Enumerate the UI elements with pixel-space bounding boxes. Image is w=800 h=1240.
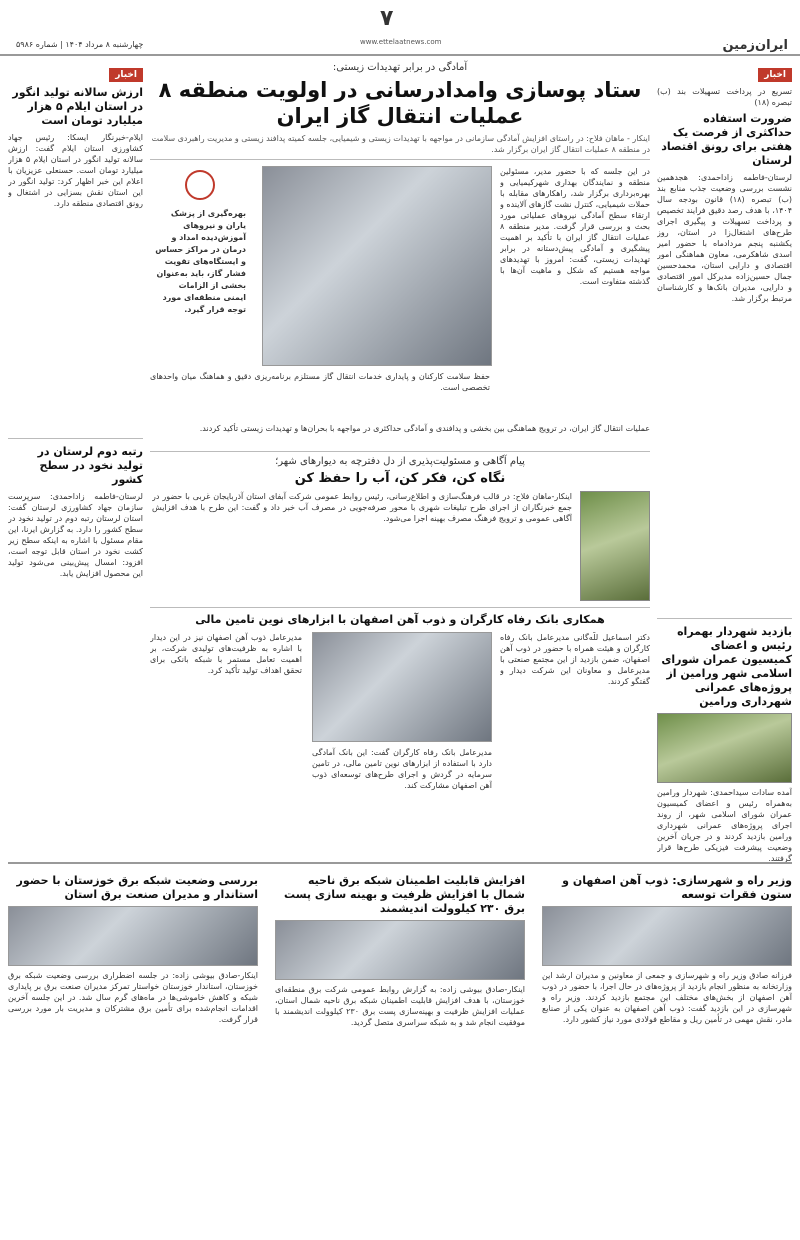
right-headline-1: ضرورت استفاده حداکثری از فرصت یک هفتی برای رونق اقتصاد لرستان bbox=[661, 112, 792, 167]
masthead bbox=[0, 0, 800, 56]
bank-headline: همکاری بانک رفاه کارگران و ذوب آهن اصفهان با ابزارهای نوین تامین مالی bbox=[195, 613, 605, 626]
main-headline: ستاد پوسازی وامدادرسانی در اولویت منطقه ۸ عملیات انتقال گاز ایران bbox=[158, 78, 642, 128]
gas-company-logo-icon bbox=[185, 170, 215, 200]
meeting-photo bbox=[262, 166, 492, 366]
bottom-band bbox=[8, 862, 792, 1232]
bank-meeting-photo bbox=[312, 632, 492, 742]
left-column bbox=[8, 62, 143, 871]
bottom-body-3: اینکار-صادق بیوشی زاده: در جلسه اضطراری بررسی وضعیت شبکه برق خوزستان، استاندار خوزستان خواستار تمرکز مدیران صنعت برق بر پایداری شبکه و کاهش خاموشی‌ها در ماه‌های گرم سال شد. در این جلسه آخرین اقدامات انجام‌شده برای تأمین برق مشترکان و مدیریت بار مورد بررسی قرار گرفت. bbox=[8, 971, 258, 1024]
water-body: اینکار-ماهان فلاح: در قالب فرهنگ‌سازی و اطلاع‌رسانی، رئیس روابط عمومی شرکت آبفای استان آذربایجان غربی با حضور در جمع خبرنگاران از اجرای طرح تبلیغات شهری با محور صرفه‌جویی در مصرف آب خبر داد و گفت: این طرح با هدف افزایش آگاهی عمومی و ترویج فرهنگ مصرف بهینه اجرا می‌شود. bbox=[152, 492, 572, 523]
left-headline-1: ارزش سالانه تولید انگور در استان ایلام ۵ هزار میلیارد تومان است bbox=[12, 86, 143, 127]
water-story bbox=[150, 451, 650, 603]
water-kicker: پیام آگاهی و مسئولیت‌پذیری از دل دفترچه به دیوارهای شهر؛ bbox=[275, 456, 525, 467]
center-area bbox=[150, 62, 650, 832]
main-lead: اینکار - ماهان فلاح: در راستای افزایش آمادگی سازمانی در مواجهه با تهدیدات زیستی و شیمیایی، جلسه کمیته پدافند زیستی و مدیریت راهبردی سلامت در منطقه ۸ عملیات انتقال گاز ایران برگزار شد. bbox=[150, 133, 650, 160]
divider bbox=[8, 438, 143, 439]
main-kicker: آمادگی در برابر تهدیدات زیستی: bbox=[332, 62, 468, 73]
substation-photo bbox=[275, 920, 525, 980]
main-quote: بهره‌گیری از پزشک یاران و نیروهای آموزش‌دیده امداد و درمان در مراکز حساس و ایستگاه‌های تقویت فشار گاز، باید به‌عنوان بخشی از الزامات ایمنی منطقه‌ای مورد توجه قرار گیرد. bbox=[150, 204, 250, 320]
water-headline: نگاه کن، فکر کن، آب را حفظ کن bbox=[294, 471, 506, 486]
divider bbox=[657, 618, 792, 619]
bank-body-2: مدیرعامل بانک رفاه کارگران گفت: این بانک آمادگی دارد با استفاده از ابزارهای نوین تامین مالی، در تامین سرمایه در گردش و اجرای طرح‌های توسعه‌ای ذوب آهن اصفهان مشارکت کند. bbox=[312, 748, 492, 790]
bottom-column-3 bbox=[8, 870, 258, 1230]
left-body-1: ایلام-خبرنگار ایسکا: رئیس جهاد کشاورزی استان ایلام گفت: ارزش سالانه تولید انگور در استان ایلام ۵ هزار میلیارد تومان است. حسنعلی عزیزیان با اعلام این خبر اظهار کرد: تولید انگور در این استان نقش بسزایی در اشتغال و رونق اقتصادی منطقه دارد. bbox=[8, 133, 143, 208]
right-body-2: آمده سادات سیداحمدی: شهردار ورامین به‌همراه رئیس و اعضای کمیسیون عمران شورای اسلامی شهر، از روند اجرای پروژه‌های عمرانی شهرداری ورامین بازدید کردند و در جریان آخرین وضعیت پیشرفت فیزیکی طرح‌ها قرار گرفتند. bbox=[657, 788, 792, 863]
main-body-3: عملیات انتقال گاز ایران، در ترویج هماهنگی بین بخشی و پدافندی و آمادگی حداکثری در مواجهه با بحران‌ها و تهدیدات زیستی تأکید کردند. bbox=[199, 424, 650, 433]
right-body-1: لرستان-فاطمه زاداحمدی: هجدهمین نشست بررسی وضعیت جذب منابع بند (ب) تبصره (۱۸) قانون بودجه سال ۱۴۰۴، با هدف رصد دقیق فرایند تخصیص و پرداخت تسهیلات و پیگیری اجرای طرح‌های اشتغال‌زا در استان، روز یکشنبه پنجم مردادماه با حضور امیر اسدی شاهکرمی، معاون هماهنگی امور اقتصادی و دارایی استان، محمدحسین جمال حسین‌زاده مدیرکل امور اقتصادی و دارایی، مدیران بانک‌ها و کارشناسان مرتبط برگزار شد. bbox=[657, 173, 792, 303]
power-meeting-photo bbox=[8, 906, 258, 966]
issue-info: چهارشنبه ۸ مرداد ۱۴۰۴ | شماره ۵۹۸۶ bbox=[16, 40, 144, 49]
bottom-headline-1: وزیر راه و شهرسازی: ذوب آهن اصفهان و ستون فقرات توسعه bbox=[562, 874, 792, 901]
left-body-2: لرستان-فاطمه زاداحمدی: سرپرست سازمان جهاد کشاورزی لرستان گفت: استان لرستان رتبه دوم در تولید نخود در سطح کشور را دارد. به گزارش ایرنا، این مقام مسئول با اشاره به اینکه سطح زیر کشت نخود در استان قابل توجه است، افزود: امسال پیش‌بینی می‌شود تولید این محصول افزایش یابد. bbox=[8, 492, 143, 578]
bottom-body-2: اینکار-صادق بیوشی زاده: به گزارش روابط عمومی شرکت برق منطقه‌ای خوزستان، با هدف افزایش قابلیت اطمینان شبکه برق ناحیه شمال استان، عملیات افزایش ظرفیت و بهینه‌سازی پست برق ۲۳۰ کیلوولت اندیشمند با موفقیت انجام شد و به شبکه سراسری متصل گردید. bbox=[275, 985, 525, 1027]
section-title: ایران‌زمین bbox=[722, 38, 788, 53]
quote-column bbox=[150, 166, 250, 366]
bottom-headline-2: افزایش قابلیت اطمینان شبکه برق ناحیه شمال با افزایش ظرفیت و بهینه سازی پست برق ۲۳۰ کیلوولت اندیشمند bbox=[284, 874, 525, 915]
main-story-block bbox=[150, 166, 650, 421]
intro-text: تسریع در پرداخت تسهیلات بند (ب) تبصره (۱۸) bbox=[657, 87, 792, 107]
minister-photo bbox=[542, 906, 792, 966]
main-body-2: حفظ سلامت کارکنان و پایداری خدمات انتقال گاز مستلزم برنامه‌ریزی دقیق و هماهنگ میان واحدهای تخصصی است. bbox=[150, 372, 490, 392]
bank-body-1: دکتر اسماعیل للّه‌گانی مدیرعامل بانک رفاه کارگران و هیئت همراه با حضور در ذوب آهن اصفهان، ضمن بازدید از این مجتمع صنعتی با مدیرعامل و معاونان این شرکت دیدار و گفتگو کردند. bbox=[500, 633, 650, 686]
bottom-headline-3: بررسی وضعیت شبکه برق خوزستان با حضور استاندار و مدیران صنعت برق استان bbox=[16, 874, 258, 901]
right-headline-2: بازدید شهردار بهمراه رئیس و اعضای کمیسیون عمران شورای اسلامی شهر ورامین از پروژه‌های عمرانی شهرداری ورامین bbox=[661, 625, 792, 708]
left-headline-2: رتبه دوم لرستان در تولید نخود در سطح کشور bbox=[37, 445, 143, 486]
news-label: اخبار bbox=[758, 68, 792, 82]
bottom-column-1 bbox=[542, 870, 792, 1230]
main-body-1: در این جلسه که با حضور مدیر، مسئولین منطقه و نمایندگان بهداری شهرکیمیایی و بهره‌برداری برگزار شد، راهکارهای مقابله با حملات شیمیایی، کنترل نشت گازهای آلاینده و ارتقاء سطح آمادگی نیروهای عملیاتی مورد بحث و بررسی قرار گرفت. مدیر منطقه ۸ عملیات انتقال گاز ایران با تأکید بر اهمیت پیشگیری و آمادگی پیش‌دستانه در برابر تهدیدات زیستی، گفت: امروز با تهدیدهای مواجه هستیم که شکل و ماهیت آن‌ها با گذشته متفاوت است. bbox=[500, 167, 650, 286]
news-label: اخبار bbox=[109, 68, 143, 82]
bottom-body-1: فرزانه صادق وزیر راه و شهرسازی و جمعی از معاونین و مدیران ارشد این وزارتخانه به منظور انجام بازدید از پروژه‌های در حال اجرا، با حضور در ذوب آهن اصفهان از بخش‌های مختلف این مجتمع بازدید کردند. وزیر راه و شهرسازی در این بازدید گفت: ذوب آهن اصفهان به عنوان یکی از صنایع مادر، نقش مهمی در تأمین ریل و مقاطع فولادی مورد نیاز کشور دارد. bbox=[542, 971, 792, 1024]
varamin-photo bbox=[657, 713, 792, 783]
page-number: ۷ bbox=[380, 6, 394, 31]
bottom-column-2 bbox=[275, 870, 525, 1230]
right-column bbox=[657, 62, 792, 907]
bank-body-3: مدیرعامل ذوب آهن اصفهان نیز در این دیدار با اشاره به ظرفیت‌های تولیدی شرکت، بر اهمیت تعامل مستمر با شبکه بانکی برای تحقق اهداف تولید تأکید کرد. bbox=[150, 633, 302, 675]
billboard-photo bbox=[580, 491, 650, 601]
water-story-body bbox=[150, 491, 650, 603]
site-url[interactable]: www.ettelaatnews.com bbox=[360, 38, 442, 46]
bank-story-body bbox=[150, 632, 650, 832]
bank-story bbox=[150, 607, 650, 832]
